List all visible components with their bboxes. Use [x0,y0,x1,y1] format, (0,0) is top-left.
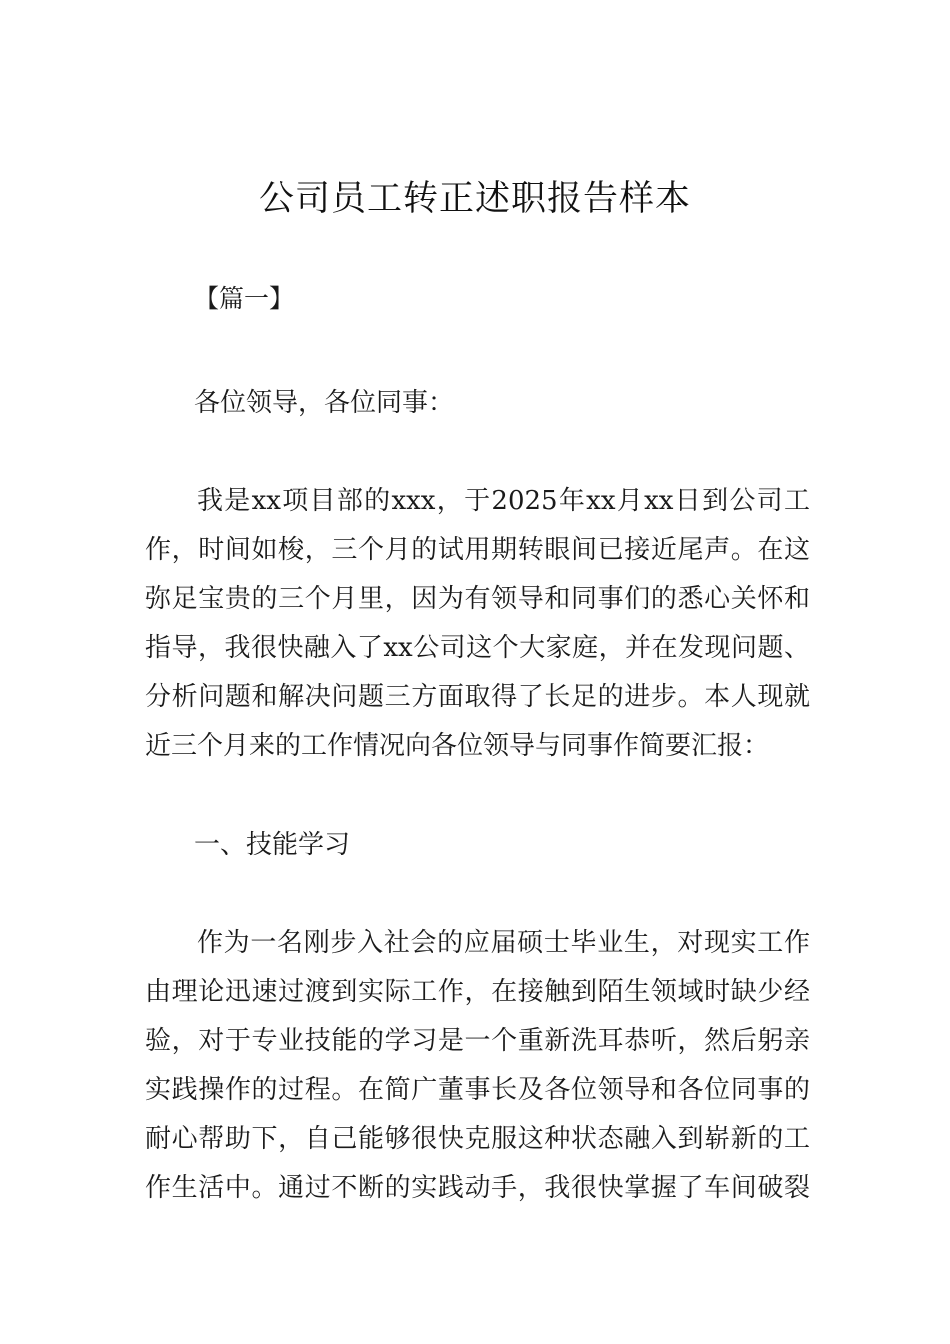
paragraph-line: 验，对于专业技能的学习是一个重新洗耳恭听，然后躬亲 [145,1026,810,1056]
section-heading-skills: 一、技能学习 [194,830,351,860]
paragraph-line: 我是xx项目部的xxx，于2025年xx月xx日到公司工 [197,486,810,516]
paragraph-line: 作生活中。通过不断的实践动手，我很快掌握了车间破裂 [145,1173,810,1203]
paragraph-line: 近三个月来的工作情况向各位领导与同事作简要汇报： [145,731,770,761]
paragraph-intro [145,477,810,771]
paragraph-line: 指导，我很快融入了xx公司这个大家庭，并在发现问题、 [145,633,810,663]
paragraph-line: 作为一名刚步入社会的应届硕士毕业生，对现实工作 [197,928,810,958]
salutation: 各位领导，各位同事： [194,388,455,418]
paragraph-line: 由理论迅速过渡到实际工作，在接触到陌生领域时缺少经 [145,977,810,1007]
paragraph-skills [145,919,810,1213]
section-label: 【篇一】 [194,284,295,313]
paragraph-line: 作，时间如梭，三个月的试用期转眼间已接近尾声。在这 [145,535,810,565]
document-title: 公司员工转正述职报告样本 [258,179,691,219]
paragraph-line: 分析问题和解决问题三方面取得了长足的进步。本人现就 [145,682,810,712]
paragraph-line: 弥足宝贵的三个月里，因为有领导和同事们的悉心关怀和 [145,584,810,614]
paragraph-line: 耐心帮助下，自己能够很快克服这种状态融入到崭新的工 [145,1124,810,1154]
paragraph-line: 实践操作的过程。在简广董事长及各位领导和各位同事的 [145,1075,810,1105]
